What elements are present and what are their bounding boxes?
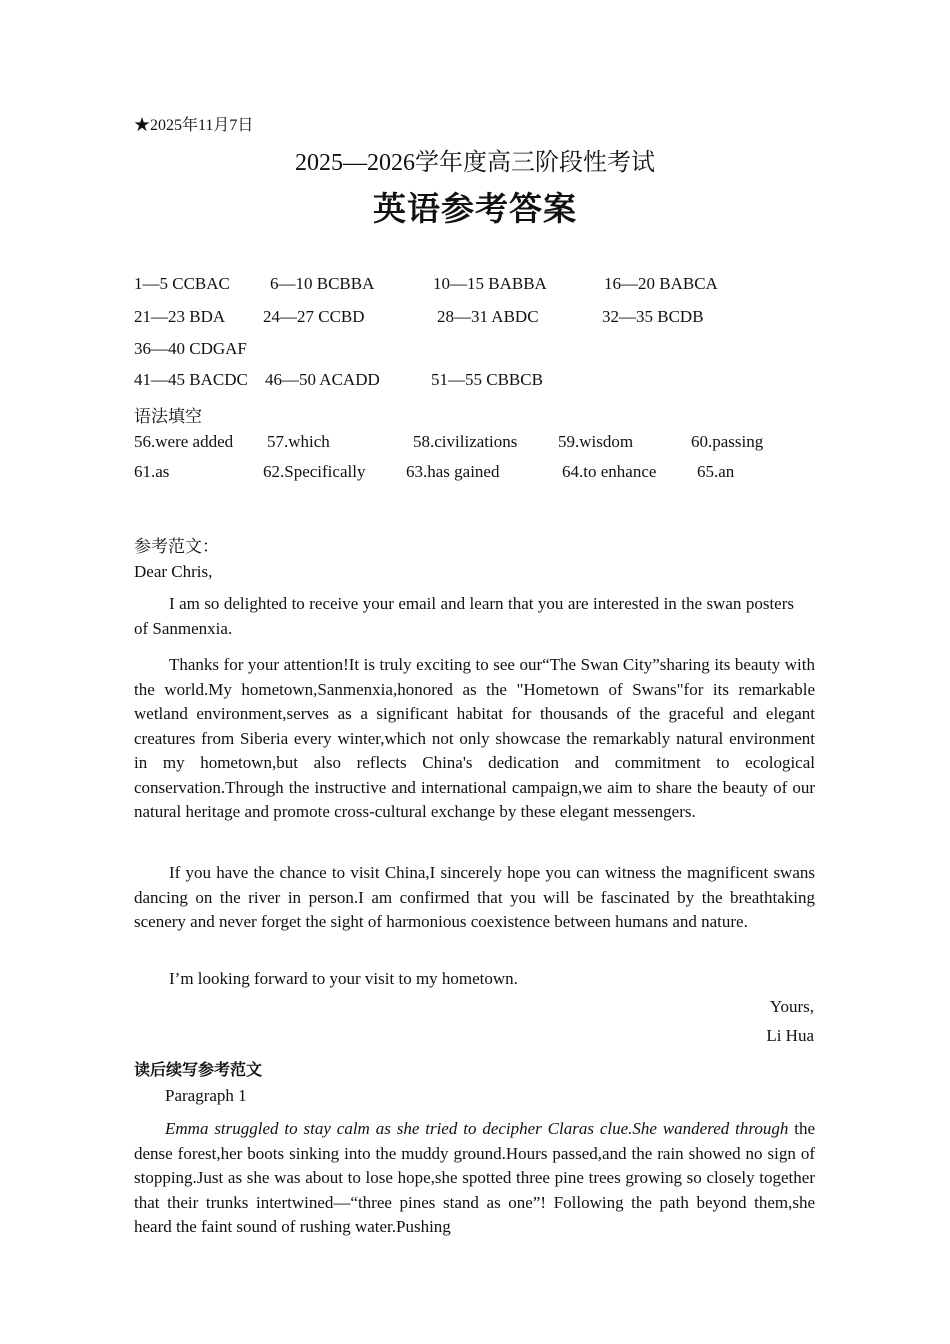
continuation-label: 读后续写参考范文 <box>134 1060 263 1079</box>
answer-group: 51—55 CBBCB <box>431 370 543 389</box>
essay-paragraph-4: I’m looking forward to your visit to my hometown. <box>169 969 518 988</box>
answer-item: 62.Specifically <box>263 462 366 481</box>
answer-group: 21—23 BDA <box>134 307 226 326</box>
continuation-italic-start: Emma struggled to stay calm as she tried to decipher Claras clue.She wandered through <box>165 1119 789 1138</box>
answer-group: 6—10 BCBBA <box>270 274 375 293</box>
answer-group: 32—35 BCDB <box>602 307 704 326</box>
essay-signature: Li Hua <box>766 1026 814 1045</box>
paragraph-label: Paragraph 1 <box>165 1086 247 1105</box>
continuation-paragraph <box>134 1117 815 1240</box>
essay-paragraph-3: If you have the chance to visit China,I sincerely hope you can witness the magnificent swans dancing on the river in person.I am confirmed that you will be fascinated by the breathtaking scenery and never forget the sight of harmonious coexistence between humans and nature. <box>134 863 815 931</box>
answer-group: 36—40 CDGAF <box>134 339 247 358</box>
exam-subtitle: 2025—2026学年度高三阶段性考试 <box>295 150 655 176</box>
essay-salutation: Dear Chris, <box>134 562 213 581</box>
answer-item: 63.has gained <box>406 462 500 481</box>
answer-group: 16—20 BABCA <box>604 274 718 293</box>
answer-group: 46—50 ACADD <box>265 370 380 389</box>
essay-closing: Yours, <box>769 997 814 1016</box>
answer-group: 41—45 BACDC <box>134 370 248 389</box>
continuation-text: the dense forest,her boots sinking into the muddy ground.Hours passed,and the rain showed no sign of stopping.Just as she was about to lose hope,she spotted three pine trees growing so closely together that their trunks intertwined—“three pines stand as one”! Following the path beyond them,she heard the faint sound of rushing water.Pushing <box>134 1119 815 1236</box>
grammar-section-label: 语法填空 <box>134 407 202 426</box>
page-title: 英语参考答案 <box>373 189 577 228</box>
answer-item: 64.to enhance <box>562 462 657 481</box>
answer-group: 28—31 ABDC <box>437 307 539 326</box>
answer-item: 60.passing <box>691 432 764 451</box>
answer-group: 24—27 CCBD <box>263 307 365 326</box>
answer-group: 10—15 BABBA <box>433 274 547 293</box>
essay-paragraph-1: I am so delighted to receive your email and learn that you are interested in the swan posters of Sanmenxia. <box>134 594 794 638</box>
answer-item: 58.civilizations <box>413 432 518 451</box>
essay-paragraph-2: Thanks for your attention!It is truly exciting to see our“The Swan City”sharing its beauty with the world.My hometown,Sanmenxia,honored as the "Hometown of Swans"for its remarkable wetland environment,serves as a significant habitat for thousands of the graceful and elegant creatures from Siberia every winter,which not only showcase the remarkably natural environment in my hometown,but also reflects China's dedication and commitment to ecological conservation.Through the instructive and international campaign,we aim to share the beauty of our natural heritage and promote cross-cultural exchange by these elegant messengers. <box>134 655 815 821</box>
answer-item: 61.as <box>134 462 170 481</box>
answer-item: 57.which <box>267 432 330 451</box>
answer-item: 65.an <box>697 462 735 481</box>
answer-group: 1—5 CCBAC <box>134 274 230 293</box>
answer-item: 59.wisdom <box>558 432 634 451</box>
essay-label: 参考范文： <box>134 537 219 556</box>
exam-date: ★2025年11月7日 <box>134 117 254 134</box>
answer-item: 56.were added <box>134 432 234 451</box>
